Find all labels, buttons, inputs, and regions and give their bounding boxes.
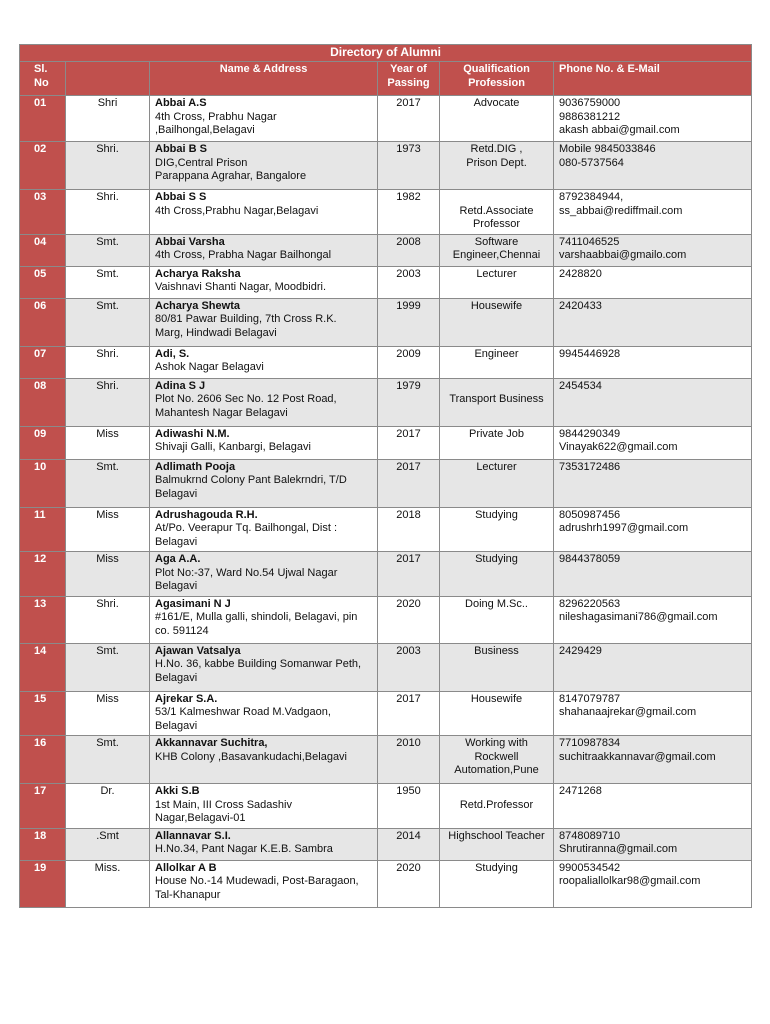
name-address-cell: [150, 378, 378, 426]
contact-line: akash abbai@gmail.com: [559, 124, 680, 136]
address-line: Tal-Khanapur: [155, 888, 221, 901]
qualification-line: Highschool Teacher: [448, 829, 545, 842]
person-title: Miss.: [66, 860, 150, 907]
person-title: Dr.: [66, 784, 150, 829]
name-address-cell: [150, 643, 378, 691]
qualification-cell: [440, 298, 554, 346]
contact-line: roopaliallolkar98@gmail.com: [559, 875, 701, 887]
spacer: [445, 785, 548, 799]
address-line: Belagavi: [155, 671, 198, 684]
name-address-cell: [150, 507, 378, 552]
name-address-cell: [150, 346, 378, 378]
header-title: [66, 62, 150, 96]
qualification-line: Housewife: [470, 299, 523, 312]
person-title: Shri.: [66, 596, 150, 643]
table-row: [20, 691, 752, 736]
year-of-passing: 2003: [378, 266, 440, 298]
year-of-passing: 2010: [378, 736, 440, 784]
year-of-passing: 2017: [378, 459, 440, 507]
qualification-cell: [440, 784, 554, 829]
year-of-passing: 2017: [378, 691, 440, 736]
contact-line: nileshagasimani786@gmail.com: [559, 611, 718, 623]
address-line: Vaishnavi Shanti Nagar, Moodbidri.: [155, 281, 327, 293]
year-of-passing: 1950: [378, 784, 440, 829]
serial-number: 11: [20, 507, 66, 552]
table-row: [20, 643, 752, 691]
address-line: Shivaji Galli, Kanbargi, Belagavi: [155, 441, 311, 453]
qualification-line: Engineer: [474, 347, 519, 360]
alumni-name: Ajrekar S.A.: [155, 692, 218, 705]
name-address-cell: [150, 736, 378, 784]
person-title: Smt.: [66, 459, 150, 507]
address-line: 80/81 Pawar Building, 7th Cross R.K.: [155, 313, 337, 325]
serial-number: 03: [20, 190, 66, 235]
contact-line: 2471268: [559, 785, 602, 797]
qualification-line: Rockwell: [474, 750, 519, 763]
phone-email-cell: [554, 784, 752, 829]
address-line: 4th Cross, Prabhu Nagar: [155, 110, 277, 123]
address-line: Plot No:-37, Ward No.54 Ujwal Nagar: [155, 566, 338, 579]
alumni-name: Adiwashi N.M.: [155, 427, 230, 440]
serial-number: 15: [20, 691, 66, 736]
contact-line: 080-5737564: [559, 156, 624, 169]
contact-line: 2420433: [559, 299, 602, 312]
person-title: Miss: [66, 552, 150, 597]
table-row: [20, 346, 752, 378]
alumni-name: Adina S J: [155, 379, 206, 392]
phone-email-cell: [554, 507, 752, 552]
year-of-passing: 2018: [378, 507, 440, 552]
person-title: Smt.: [66, 643, 150, 691]
address-line: Marg, Hindwadi Belagavi: [155, 326, 277, 339]
contact-line: 7353172486: [559, 460, 621, 473]
name-address-cell: [150, 234, 378, 266]
table-row: [20, 552, 752, 597]
qualification-line: Studying: [475, 508, 518, 521]
phone-email-cell: [554, 96, 752, 142]
qualification-line: Prison Dept.: [466, 156, 527, 169]
alumni-name: Abbai Varsha: [155, 235, 225, 248]
contact-line: 9900534542: [559, 861, 621, 874]
table-row: [20, 142, 752, 190]
name-address-cell: [150, 691, 378, 736]
name-address-cell: [150, 298, 378, 346]
person-title: Miss: [66, 426, 150, 459]
serial-number: 19: [20, 860, 66, 907]
qualification-cell: [440, 426, 554, 459]
alumni-name: Akkannavar Suchitra,: [155, 737, 268, 749]
qualification-cell: [440, 736, 554, 784]
qualification-line: Software: [474, 235, 519, 248]
address-line: 53/1 Kalmeshwar Road M.Vadgaon,: [155, 706, 331, 718]
year-of-passing: 2003: [378, 643, 440, 691]
person-title: Smt.: [66, 736, 150, 784]
qualification-line: Retd.Associate: [459, 204, 534, 217]
qualification-cell: [440, 190, 554, 235]
year-of-passing: 2014: [378, 828, 440, 860]
contact-line: 8792384944,: [559, 191, 624, 203]
contact-line: 7411046525: [559, 235, 620, 248]
contact-line: suchitraakkannavar@gmail.com: [559, 750, 716, 763]
person-title: Shri.: [66, 346, 150, 378]
year-of-passing: 1973: [378, 142, 440, 190]
name-address-cell: [150, 828, 378, 860]
table-row: [20, 234, 752, 266]
contact-line: 8296220563: [559, 597, 621, 610]
phone-email-cell: [554, 596, 752, 643]
address-line: ,Bailhongal,Belagavi: [155, 124, 255, 136]
contact-line: 7710987834: [559, 737, 621, 749]
header-phone-email: Phone No. & E-Mail: [554, 62, 752, 96]
qualification-line: Lecturer: [476, 267, 517, 280]
phone-email-cell: [554, 346, 752, 378]
serial-number: 09: [20, 426, 66, 459]
address-line: Ashok Nagar Belagavi: [155, 361, 264, 373]
address-line: Parappana Agrahar, Bangalore: [155, 170, 307, 182]
person-title: Shri.: [66, 142, 150, 190]
qualification-line: Lecturer: [476, 460, 517, 473]
contact-line: Shrutiranna@gmail.com: [559, 843, 678, 855]
qualification-cell: [440, 596, 554, 643]
address-line: Belagavi: [155, 535, 198, 548]
serial-number: 08: [20, 378, 66, 426]
phone-email-cell: [554, 266, 752, 298]
qualification-cell: [440, 142, 554, 190]
serial-number: 06: [20, 298, 66, 346]
phone-email-cell: [554, 643, 752, 691]
qualification-cell: [440, 378, 554, 426]
phone-email-cell: [554, 234, 752, 266]
qualification-cell: [440, 552, 554, 597]
address-line: DIG,Central Prison: [155, 156, 248, 169]
table-row: [20, 828, 752, 860]
contact-line: 9036759000: [559, 97, 621, 109]
address-line: co. 591124: [155, 624, 209, 637]
serial-number: 10: [20, 459, 66, 507]
qualification-line: Business: [474, 644, 519, 657]
qualification-cell: [440, 346, 554, 378]
serial-number: 13: [20, 596, 66, 643]
alumni-name: Allolkar A B: [155, 861, 217, 874]
alumni-name: Acharya Raksha: [155, 267, 241, 280]
address-line: Nagar,Belagavi-01: [155, 812, 246, 824]
alumni-directory-table: [19, 44, 752, 908]
phone-email-cell: [554, 190, 752, 235]
qualification-cell: [440, 266, 554, 298]
year-of-passing: 1979: [378, 378, 440, 426]
qualification-line: Studying: [475, 861, 518, 874]
qualification-cell: [440, 96, 554, 142]
table-row: [20, 298, 752, 346]
header-year-of-passing: Year of Passing: [378, 62, 440, 96]
qualification-line: Engineer,Chennai: [452, 249, 541, 261]
address-line: 4th Cross, Prabha Nagar Bailhongal: [155, 249, 332, 261]
qualification-line: Housewife: [470, 692, 523, 705]
year-of-passing: 2020: [378, 860, 440, 907]
year-of-passing: 2017: [378, 96, 440, 142]
year-of-passing: 1999: [378, 298, 440, 346]
qualification-line: Retd.DIG ,: [470, 143, 523, 155]
qualification-cell: [440, 507, 554, 552]
table-row: [20, 507, 752, 552]
qualification-cell: [440, 828, 554, 860]
address-line: 1st Main, III Cross Sadashiv: [155, 798, 292, 811]
person-title: Smt.: [66, 234, 150, 266]
person-title: Shri.: [66, 190, 150, 235]
address-line: House No.-14 Mudewadi, Post-Baragaon,: [155, 875, 359, 887]
alumni-name: Abbai B S: [155, 143, 207, 155]
table-row: [20, 860, 752, 907]
alumni-name: Adi, S.: [155, 347, 190, 360]
person-title: Smt.: [66, 266, 150, 298]
qualification-line: Studying: [475, 553, 518, 565]
person-title: .Smt: [66, 828, 150, 860]
person-title: Shri.: [66, 378, 150, 426]
serial-number: 18: [20, 828, 66, 860]
phone-email-cell: [554, 459, 752, 507]
contact-line: 2429429: [559, 644, 602, 657]
contact-line: 2428820: [559, 267, 602, 280]
serial-number: 01: [20, 96, 66, 142]
phone-email-cell: [554, 552, 752, 597]
qualification-cell: [440, 860, 554, 907]
name-address-cell: [150, 190, 378, 235]
alumni-name: Adrushagouda R.H.: [155, 508, 258, 521]
alumni-name: Abbai S S: [155, 191, 207, 203]
phone-email-cell: [554, 828, 752, 860]
table-row: [20, 784, 752, 829]
table-row: [20, 96, 752, 142]
qualification-cell: [440, 691, 554, 736]
name-address-cell: [150, 552, 378, 597]
table-row: [20, 596, 752, 643]
contact-line: ss_abbai@rediffmail.com: [559, 204, 683, 217]
name-address-cell: [150, 459, 378, 507]
contact-line: 8050987456: [559, 508, 621, 521]
address-line: Belagavi: [155, 580, 198, 592]
year-of-passing: 2017: [378, 552, 440, 597]
alumni-name: Abbai A.S: [155, 97, 207, 109]
year-of-passing: 2017: [378, 426, 440, 459]
year-of-passing: 2009: [378, 346, 440, 378]
address-line: Balmukrnd Colony Pant Balekrndri, T/D: [155, 474, 347, 486]
qualification-line: Retd.Professor: [459, 798, 534, 811]
name-address-cell: [150, 596, 378, 643]
serial-number: 12: [20, 552, 66, 597]
contact-line: 8748089710: [559, 829, 621, 842]
address-line: H.No. 36, kabbe Building Somanwar Peth,: [155, 658, 362, 670]
name-address-cell: [150, 426, 378, 459]
address-line: At/Po. Veerapur Tq. Bailhongal, Dist :: [155, 522, 338, 534]
alumni-name: Adlimath Pooja: [155, 460, 236, 473]
spacer: [445, 380, 548, 394]
person-title: Miss: [66, 691, 150, 736]
contact-line: varshaabbai@gmailo.com: [559, 249, 687, 261]
qualification-cell: [440, 234, 554, 266]
person-title: Miss: [66, 507, 150, 552]
phone-email-cell: [554, 298, 752, 346]
name-address-cell: [150, 142, 378, 190]
directory-title: Directory of Alumni: [20, 45, 752, 62]
contact-line: 9844378059: [559, 553, 621, 565]
serial-number: 02: [20, 142, 66, 190]
address-line: 4th Cross,Prabhu Nagar,Belagavi: [155, 204, 319, 217]
person-title: Shri: [66, 96, 150, 142]
qualification-line: Automation,Pune: [454, 764, 539, 776]
phone-email-cell: [554, 691, 752, 736]
contact-line: Vinayak622@gmail.com: [559, 441, 678, 453]
contact-line: 9844290349: [559, 427, 621, 440]
contact-line: Mobile 9845033846: [559, 143, 656, 155]
contact-line: 8147079787: [559, 692, 621, 705]
table-row: [20, 190, 752, 235]
table-row: [20, 426, 752, 459]
qualification-line: Advocate: [473, 97, 520, 109]
name-address-cell: [150, 96, 378, 142]
contact-line: adrushrh1997@gmail.com: [559, 522, 689, 534]
header-sl-no: Sl. No: [20, 62, 66, 96]
spacer: [445, 191, 548, 205]
name-address-cell: [150, 266, 378, 298]
alumni-name: Agasimani N J: [155, 597, 231, 610]
phone-email-cell: [554, 860, 752, 907]
table-row: [20, 266, 752, 298]
table-row: [20, 736, 752, 784]
alumni-name: Acharya Shewta: [155, 299, 240, 312]
contact-line: shahanaajrekar@gmail.com: [559, 706, 697, 718]
table-row: [20, 378, 752, 426]
phone-email-cell: [554, 736, 752, 784]
address-line: Mahantesh Nagar Belagavi: [155, 406, 288, 419]
contact-line: 9886381212: [559, 110, 621, 123]
table-row: [20, 459, 752, 507]
address-line: Belagavi: [155, 719, 198, 732]
header-name-address: Name & Address: [150, 62, 378, 96]
year-of-passing: 2020: [378, 596, 440, 643]
qualification-cell: [440, 643, 554, 691]
qualification-line: Transport Business: [449, 393, 544, 405]
alumni-name: Aga A.A.: [155, 553, 201, 565]
alumni-name: Ajawan Vatsalya: [155, 644, 241, 657]
qualification-line: Private Job: [468, 427, 525, 440]
year-of-passing: 1982: [378, 190, 440, 235]
alumni-name: Akki S.B: [155, 785, 200, 797]
serial-number: 07: [20, 346, 66, 378]
phone-email-cell: [554, 426, 752, 459]
serial-number: 04: [20, 234, 66, 266]
qualification-line: Professor: [472, 218, 521, 230]
qualification-cell: [440, 459, 554, 507]
qualification-line: Working with: [465, 737, 528, 749]
address-line: Plot No. 2606 Sec No. 12 Post Road,: [155, 393, 337, 405]
name-address-cell: [150, 860, 378, 907]
serial-number: 17: [20, 784, 66, 829]
name-address-cell: [150, 784, 378, 829]
serial-number: 05: [20, 266, 66, 298]
contact-line: 9945446928: [559, 347, 621, 360]
contact-line: 2454534: [559, 379, 602, 392]
phone-email-cell: [554, 142, 752, 190]
header-qualification: Qualification Profession: [440, 62, 554, 96]
serial-number: 16: [20, 736, 66, 784]
serial-number: 14: [20, 643, 66, 691]
alumni-name: Allannavar S.I.: [155, 829, 231, 842]
person-title: Smt.: [66, 298, 150, 346]
qualification-line: Doing M.Sc..: [465, 597, 528, 610]
address-line: #161/E, Mulla galli, shindoli, Belagavi, pin: [155, 611, 358, 623]
address-line: H.No.34, Pant Nagar K.E.B. Sambra: [155, 843, 333, 855]
address-line: KHB Colony ,Basavankudachi,Belagavi: [155, 750, 348, 763]
address-line: Belagavi: [155, 487, 198, 500]
phone-email-cell: [554, 378, 752, 426]
year-of-passing: 2008: [378, 234, 440, 266]
